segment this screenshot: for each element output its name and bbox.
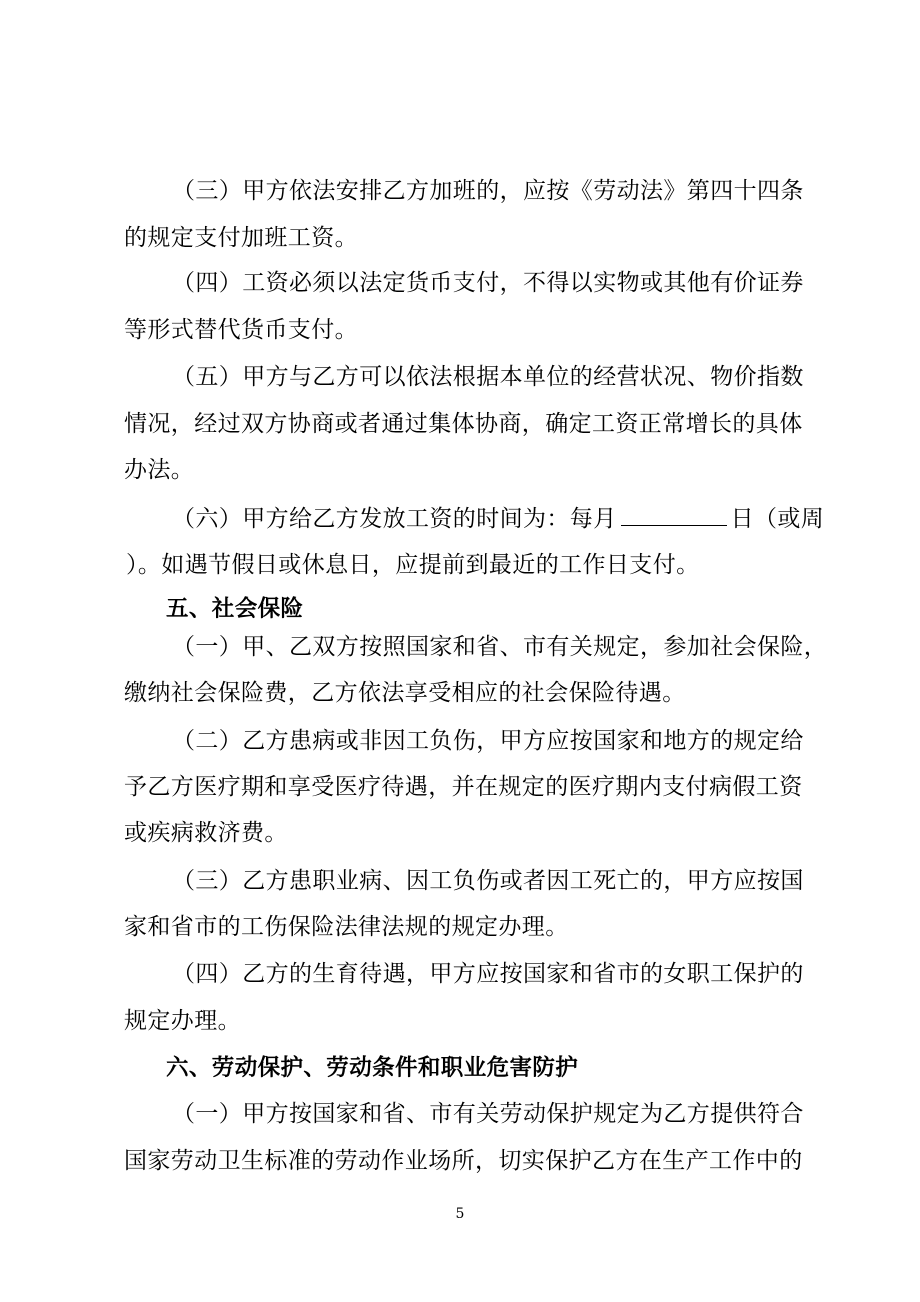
text-line: 或疾病救济费。 (124, 820, 288, 846)
text-segment: （六）甲方给乙方发放工资的时间为：每月 (172, 506, 617, 532)
text-line: 情况，经过双方协商或者通过集体协商，确定工资正常增长的具体 (124, 411, 803, 437)
text-line: ）。如遇节假日或休息日，应提前到最近的工作日支付。 (126, 552, 700, 578)
text-line: （二）乙方患病或非因工负伤，甲方应按国家和地方的规定给 (172, 728, 804, 754)
text-line (172, 503, 824, 534)
text-line: （一）甲方按国家和省、市有关劳动保护规定为乙方提供符合 (172, 1101, 804, 1127)
text-segment: 日（或周 (730, 506, 825, 532)
text-line: 等形式替代货币支付。 (124, 317, 358, 343)
text-line: 办法。 (124, 457, 195, 483)
page-number: 5 (455, 1206, 465, 1222)
text-line: 规定办理。 (124, 1008, 241, 1034)
section-heading: 五、社会保险 (166, 596, 304, 622)
text-line: （五）甲方与乙方可以依法根据本单位的经营状况、物价指数 (172, 364, 804, 390)
text-line: （四）工资必须以法定货币支付，不得以实物或其他有价证券 (172, 270, 804, 296)
text-line: 家和省市的工伤保险法律法规的规定办理。 (124, 914, 569, 940)
text-line: （四）乙方的生育待遇，甲方应按国家和省市的女职工保护的 (172, 961, 804, 987)
section-heading: 六、劳动保护、劳动条件和职业危害防护 (166, 1055, 579, 1081)
text-line: （三）乙方患职业病、因工负伤或者因工死亡的，甲方应按国 (172, 868, 804, 894)
text-line: 予乙方医疗期和享受医疗待遇，并在规定的医疗期内支付病假工资 (124, 774, 803, 800)
text-line: （一）甲、乙双方按照国家和省、市有关规定，参加社会保险， (172, 634, 828, 660)
text-line: 的规定支付加班工资。 (124, 225, 358, 251)
text-line: （三）甲方依法安排乙方加班的，应按《劳动法》第四十四条 (172, 178, 804, 204)
fill-in-blank (621, 503, 727, 526)
text-line: 缴纳社会保险费，乙方依法享受相应的社会保险待遇。 (124, 680, 686, 706)
text-line: 国家劳动卫生标准的劳动作业场所，切实保护乙方在生产工作中的 (124, 1148, 803, 1174)
